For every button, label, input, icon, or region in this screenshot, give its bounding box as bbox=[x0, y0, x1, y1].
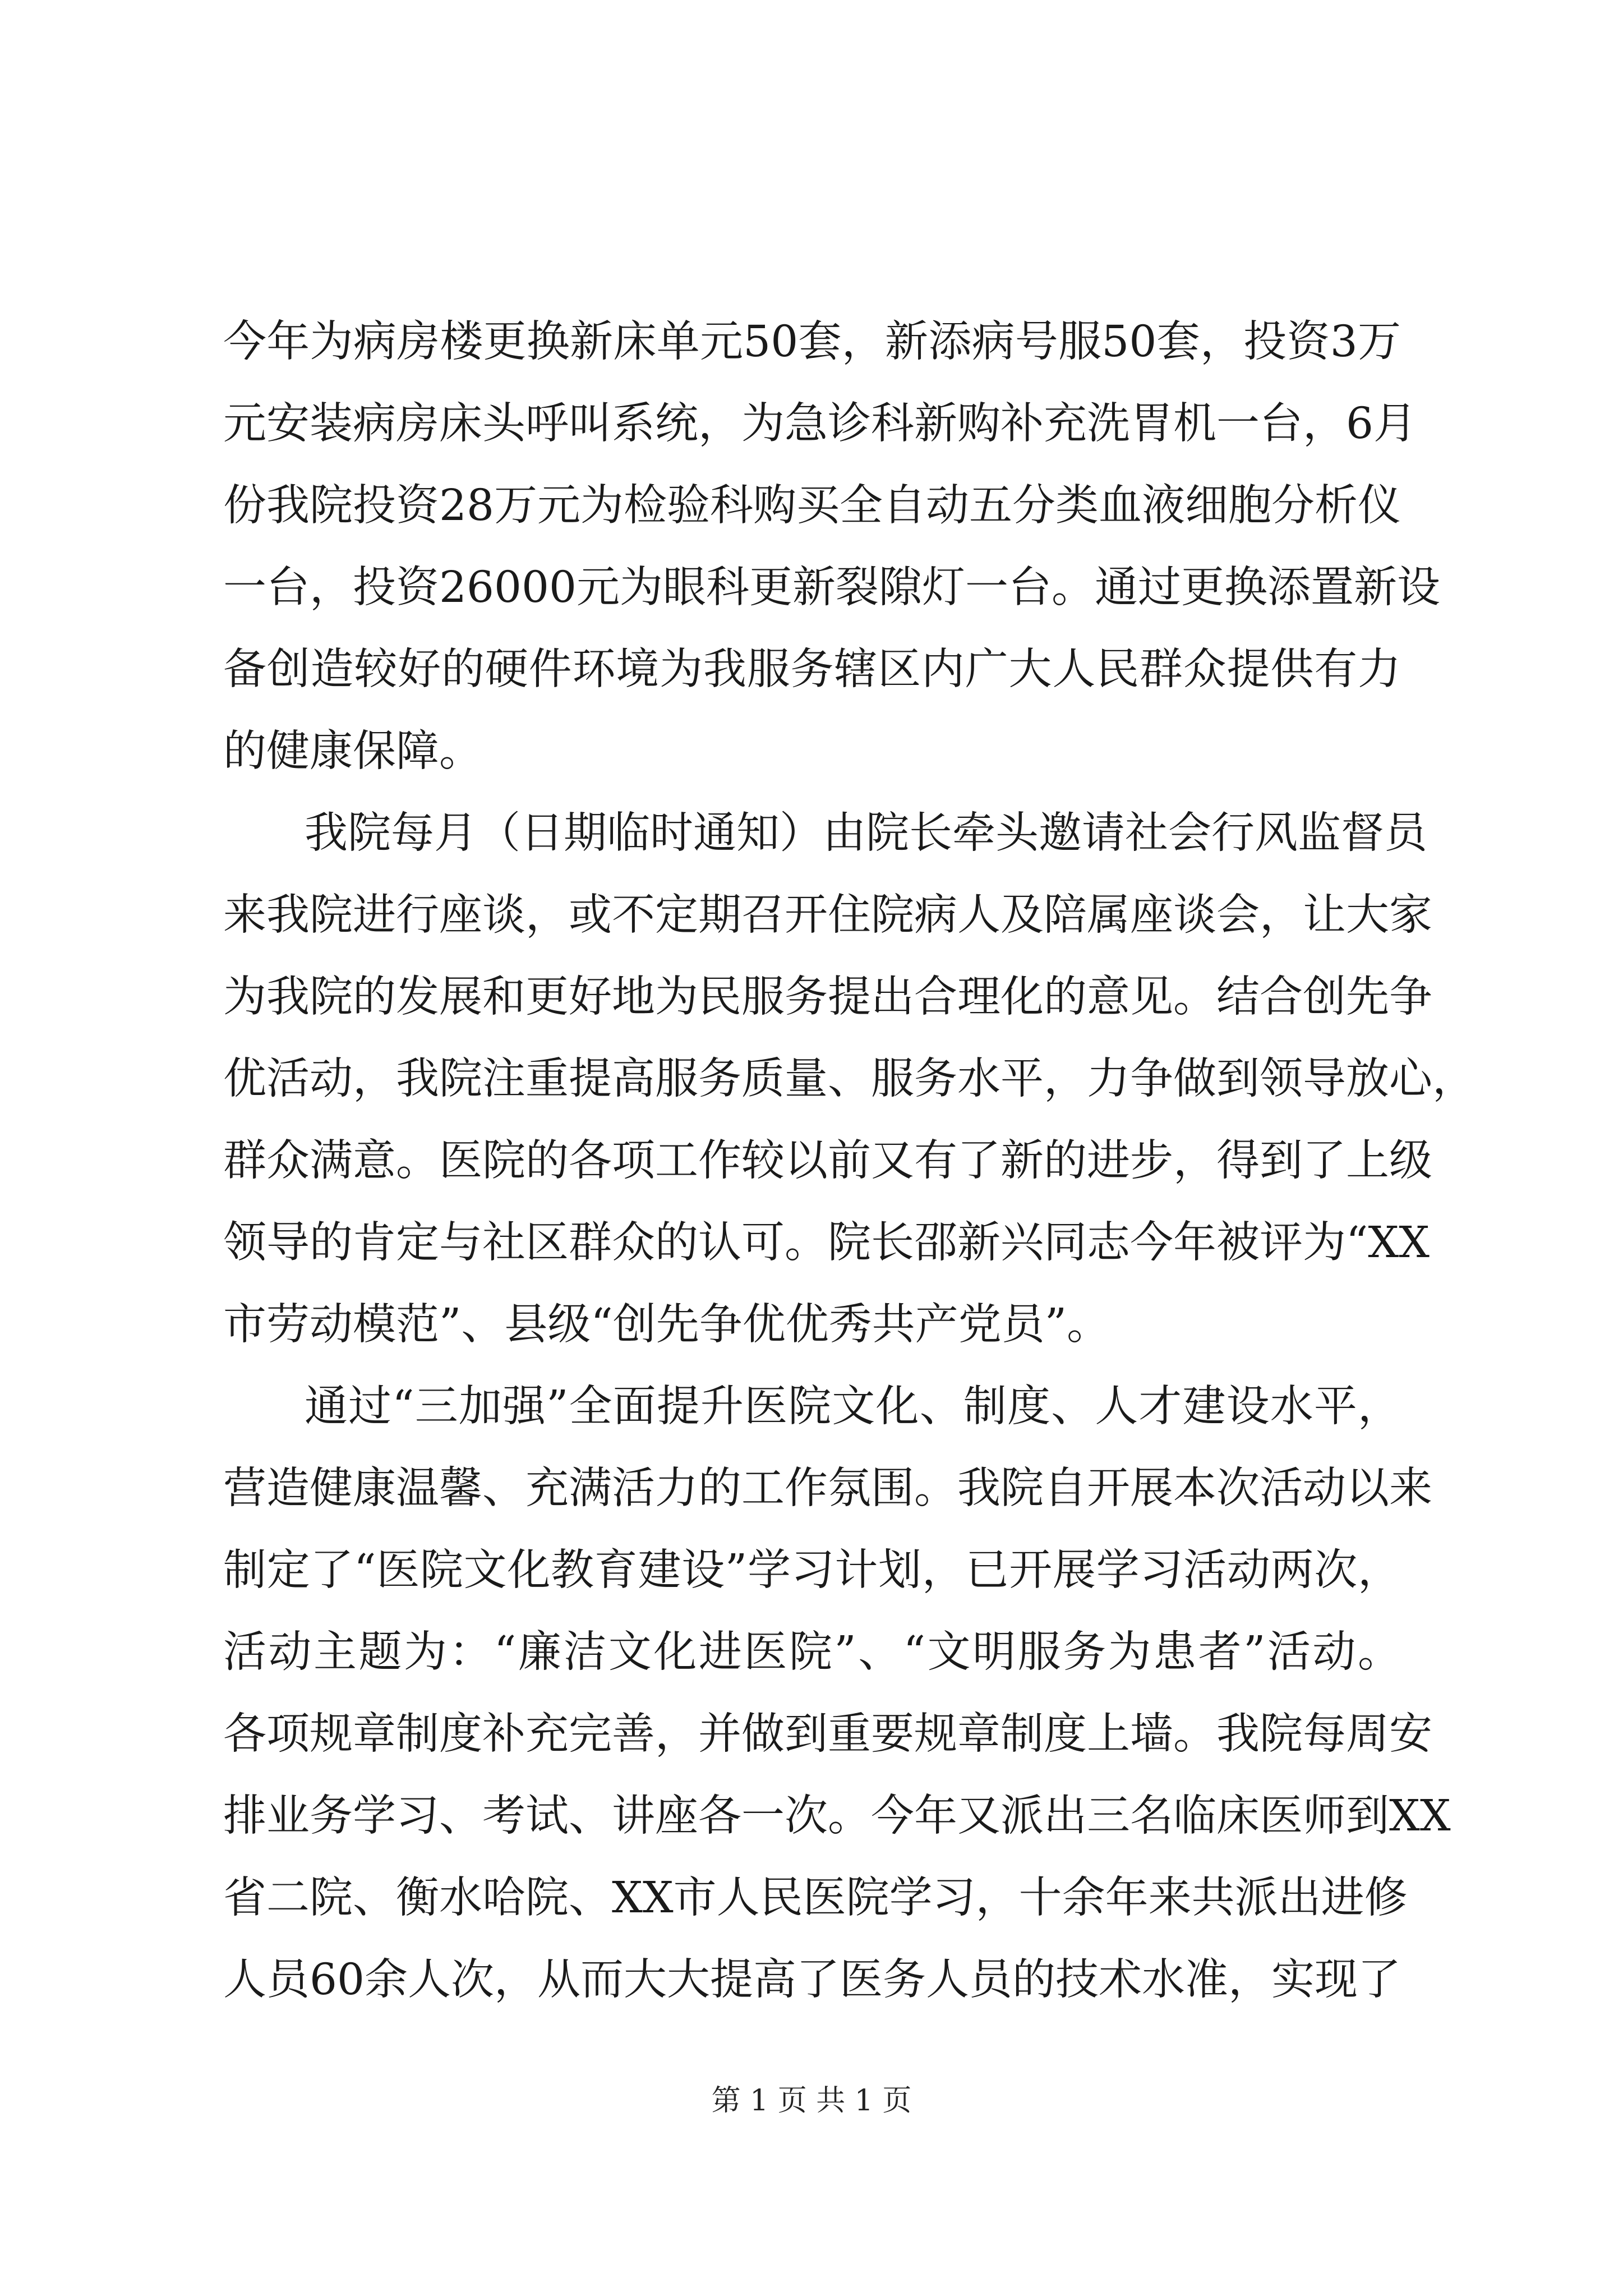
paragraph-3-line-1: 通过“三加强”全面提升医院文化、制度、人才建设水平， bbox=[305, 1382, 1401, 1432]
paragraph-2-line-5: 群众满意。医院的各项工作较以前又有了新的进步，得到了上级 bbox=[223, 1136, 1432, 1186]
paragraph-3-line-2: 营造健康温馨、充满活力的工作氛围。我院自开展本次活动以来 bbox=[223, 1464, 1432, 1513]
paragraph-2-line-1: 我院每月（日期临时通知）由院长牵头邀请社会行风监督员 bbox=[305, 808, 1427, 858]
page-number-footer: 第 1 页 共 1 页 bbox=[711, 2084, 912, 2118]
paragraph-2-line-4: 优活动，我院注重提高服务质量、服务水平，力争做到领导放心， bbox=[223, 1054, 1476, 1104]
paragraph-1-line-5: 备创造较好的硬件环境为我服务辖区内广大人民群众提供有力 bbox=[223, 645, 1401, 694]
paragraph-3-line-3: 制定了“医院文化教育建设”学习计划，已开展学习活动两次， bbox=[223, 1545, 1401, 1595]
paragraph-3-line-8: 人员60余人次，从而大大提高了医务人员的技术水准，实现了 bbox=[223, 1955, 1401, 2005]
paragraph-2-line-7: 市劳动模范”、县级“创先争优优秀共产党员”。 bbox=[223, 1300, 1110, 1350]
paragraph-1-line-3: 份我院投资28万元为检验科购买全自动五分类血液细胞分析仪 bbox=[223, 481, 1401, 531]
paragraph-3-line-4: 活动主题为：“廉洁文化进医院”、“文明服务为患者”活动。 bbox=[223, 1627, 1401, 1677]
paragraph-3-line-5: 各项规章制度补充完善，并做到重要规章制度上墙。我院每周安 bbox=[223, 1709, 1432, 1759]
paragraph-2-line-3: 为我院的发展和更好地为民服务提出合理化的意见。结合创先争 bbox=[223, 972, 1432, 1022]
paragraph-1-line-2: 元安装病房床头呼叫系统，为急诊科新购补充洗胃机一台，6月 bbox=[223, 399, 1417, 449]
paragraph-2-line-2: 来我院进行座谈，或不定期召开住院病人及陪属座谈会，让大家 bbox=[223, 890, 1432, 940]
paragraph-3-line-7: 省二院、衡水哈院、XX市人民医院学习，十余年来共派出进修 bbox=[223, 1873, 1408, 1923]
paragraph-1-line-6: 的健康保障。 bbox=[223, 726, 482, 776]
paragraph-1-line-4: 一台，投资26000元为眼科更新裂隙灯一台。通过更换添置新设 bbox=[223, 563, 1440, 613]
paragraph-3-line-6: 排业务学习、考试、讲座各一次。今年又派出三名临床医师到XX bbox=[223, 1791, 1451, 1841]
paragraph-2-line-6: 领导的肯定与社区群众的认可。院长邵新兴同志今年被评为“XX bbox=[223, 1218, 1430, 1268]
paragraph-1-line-1: 今年为病房楼更换新床单元50套，新添病号服50套，投资3万 bbox=[223, 317, 1401, 367]
